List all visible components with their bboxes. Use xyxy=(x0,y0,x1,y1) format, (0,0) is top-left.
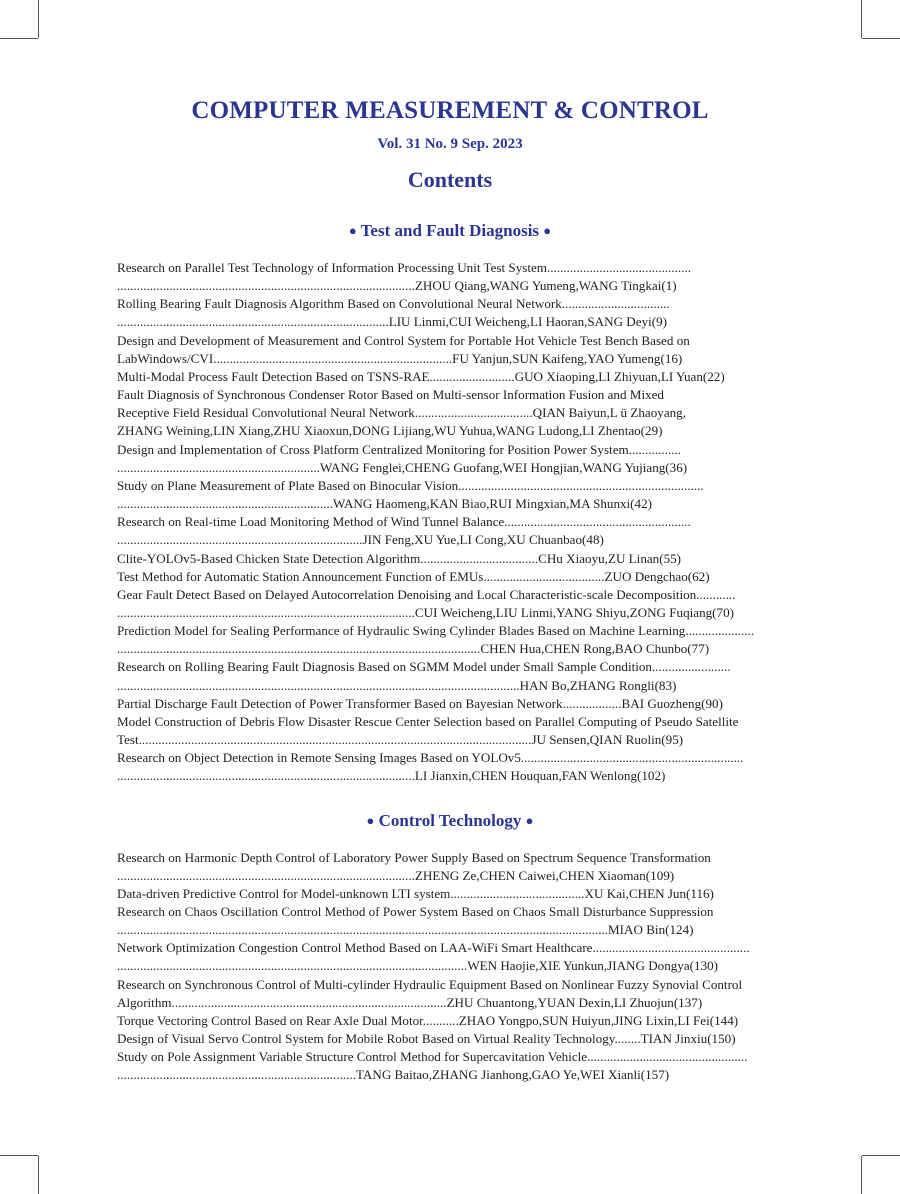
toc-entry-line: ...........................................................................................ZHOU Qiang,WANG Yumeng,WANG Tingkai(1) xyxy=(117,278,677,294)
bullet-icon: ● xyxy=(348,223,357,238)
bullet-icon: ● xyxy=(366,812,375,828)
toc-entry-line: Design of Visual Servo Control System for Mobile Robot Based on Virtual Reality Technology........TIAN Jinxiu(150) xyxy=(117,1031,736,1047)
toc-entry-line: ...........................................................................JIN Feng,XU Yue,LI Cong,XU Chuanbao(48) xyxy=(117,532,604,548)
toc-entry-line: Algorithm....................................................................................ZHU Chuantong,YUAN Dexin,LI Zhuojun(137) xyxy=(117,994,703,1010)
toc-entry-line: Data-driven Predictive Control for Model-unknown LTI system.........................................XU Kai,CHEN Jun(116) xyxy=(117,885,714,901)
bullet-icon: ● xyxy=(525,812,534,828)
crop-mark xyxy=(38,1156,39,1194)
section-entries xyxy=(117,259,783,786)
contents-page xyxy=(117,96,783,1085)
journal-title: COMPUTER MEASUREMENT & CONTROL xyxy=(191,97,709,124)
toc-entry-line: ZHANG Weining,LIN Xiang,ZHU Xiaoxun,DONG Lijiang,WU Yuhua,WANG Ludong,LI Zhentao(29) xyxy=(117,423,663,439)
crop-mark xyxy=(0,1155,38,1156)
crop-mark xyxy=(862,1155,900,1156)
toc-entry-line: LabWindows/CVI.........................................................................FU Yanjun,SUN Kaifeng,YAO Yumeng(16) xyxy=(117,350,683,366)
crop-mark xyxy=(0,38,38,39)
toc-entry-line: Research on Real-time Load Monitoring Method of Wind Tunnel Balance......................................................... xyxy=(117,514,691,530)
section-title: Control Technology xyxy=(378,810,522,830)
toc-entry-line: Test........................................................................................................................JU Sensen,QIAN Ruolin(95) xyxy=(117,732,684,748)
toc-entry-line: Clite-YOLOv5-Based Chicken State Detection Algorithm....................................CHu Xiaoyu,ZU Linan(55) xyxy=(117,550,682,566)
toc-entry-line: Test Method for Automatic Station Announcement Function of EMUs.....................................ZUO Dengchao(62) xyxy=(117,568,710,584)
crop-mark xyxy=(38,0,39,38)
toc-entry-line: Rolling Bearing Fault Diagnosis Algorithm Based on Convolutional Neural Network................................. xyxy=(117,296,670,312)
issue-line: Vol. 31 No. 9 Sep. 2023 xyxy=(377,136,523,152)
toc-entry-line: ..................................................................WANG Haomeng,KAN Biao,RUI Mingxian,MA Shunxi(42) xyxy=(117,496,653,512)
contents-heading: Contents xyxy=(407,167,493,192)
bullet-icon: ● xyxy=(543,223,552,238)
toc-entry-line: Model Construction of Debris Flow Disaster Rescue Center Selection based on Parallel Computing of Pseudo Satellite xyxy=(117,713,739,729)
toc-entry-line: Partial Discharge Fault Detection of Power Transformer Based on Bayesian Network..................BAI Guozheng(90) xyxy=(117,695,723,711)
toc-entry-line: Multi-Modal Process Fault Detection Based on TSNS-RAE..........................GUO Xiaoping,LI Zhiyuan,LI Yuan(22) xyxy=(117,368,725,384)
crop-mark xyxy=(862,38,900,39)
toc-entry-line: ......................................................................................................................................................MIAO Bin(124) xyxy=(117,922,694,938)
toc-entry-line: Design and Implementation of Cross Platform Centralized Monitoring for Position Power System................ xyxy=(117,441,682,457)
toc-entry-line: Research on Synchronous Control of Multi-cylinder Hydraulic Equipment Based on Nonlinear Fuzzy Synovial Control xyxy=(117,976,743,992)
section-heading xyxy=(117,810,783,833)
toc-entry-line: ...............................................................................................................CHEN Hua,CHEN Rong,BAO Chunbo(77) xyxy=(117,641,710,657)
toc-entry-line: Research on Parallel Test Technology of Information Processing Unit Test System............................................ xyxy=(117,260,692,275)
toc-entry-line: Prediction Model for Sealing Performance of Hydraulic Swing Cylinder Blades Based on Machine Learning..................... xyxy=(117,623,755,639)
toc-entry-line: Fault Diagnosis of Synchronous Condenser Rotor Based on Multi-sensor Information Fusion and Mixed xyxy=(117,387,664,403)
crop-mark xyxy=(861,0,862,38)
toc-entry-line: Receptive Field Residual Convolutional Neural Network....................................QIAN Baiyun,L ü Zhaoyang, xyxy=(117,405,686,421)
toc-entry-line: Gear Fault Detect Based on Delayed Autocorrelation Denoising and Local Characteristic-scale Decomposition............ xyxy=(117,586,736,602)
toc-entry-line: ...........................................................................................................................HAN Bo,ZHANG Rongli(83) xyxy=(117,677,677,693)
toc-entry-line: ...........................................................................................ZHENG Ze,CHEN Caiwei,CHEN Xiaoman(109) xyxy=(117,867,675,883)
toc-entry-line: Research on Chaos Oscillation Control Method of Power System Based on Chaos Small Disturbance Suppression xyxy=(117,904,714,919)
toc-entry-line: Torque Vectoring Control Based on Rear Axle Dual Motor...........ZHAO Yongpo,SUN Huiyun,JING Lixin,LI Fei(144) xyxy=(117,1012,739,1028)
toc-entry-line: Research on Rolling Bearing Fault Diagnosis Based on SGMM Model under Small Sample Condition........................ xyxy=(117,659,731,675)
toc-entry-line: Research on Object Detection in Remote Sensing Images Based on YOLOv5.................................................................... xyxy=(117,750,744,766)
toc-entry-line: ...................................................................................LIU Linmi,CUI Weicheng,LI Haoran,SANG Deyi(9) xyxy=(117,314,668,330)
toc-entry-line: ...........................................................................................CUI Weicheng,LIU Linmi,YANG Shiyu,ZONG Fuqiang(70) xyxy=(117,604,734,620)
toc-entry-line: Research on Harmonic Depth Control of Laboratory Power Supply Based on Spectrum Sequence Transformation xyxy=(117,849,711,865)
section-entries xyxy=(117,849,783,1085)
toc-entry-line: Study on Plane Measurement of Plate Based on Binocular Vision........................................................................... xyxy=(117,477,704,493)
toc-entry-line: .........................................................................TANG Baitao,ZHANG Jianhong,GAO Ye,WEI Xianli(157) xyxy=(117,1067,670,1083)
crop-mark xyxy=(861,1156,862,1194)
toc-entry-line: Design and Development of Measurement and Control System for Portable Hot Vehicle Test Bench Based on xyxy=(117,332,690,348)
toc-entry-line: ..............................................................WANG Fenglei,CHENG Guofang,WEI Hongjian,WANG Yujiang(36) xyxy=(117,459,688,475)
section-heading xyxy=(117,220,783,243)
toc-entry-line: ...........................................................................................LI Jianxin,CHEN Houquan,FAN Wenlong(102) xyxy=(117,768,666,784)
toc-entry-line: Network Optimization Congestion Control Method Based on LAA-WiFi Smart Healthcare................................................ xyxy=(117,940,750,956)
toc-entry-line: ...........................................................................................................WEN Haojie,XIE Yunkun,JIANG Dongya(130) xyxy=(117,958,719,974)
section-title: Test and Fault Diagnosis xyxy=(360,221,540,240)
toc-entry-line: Study on Pole Assignment Variable Structure Control Method for Supercavitation Vehicle................................................. xyxy=(117,1049,748,1065)
